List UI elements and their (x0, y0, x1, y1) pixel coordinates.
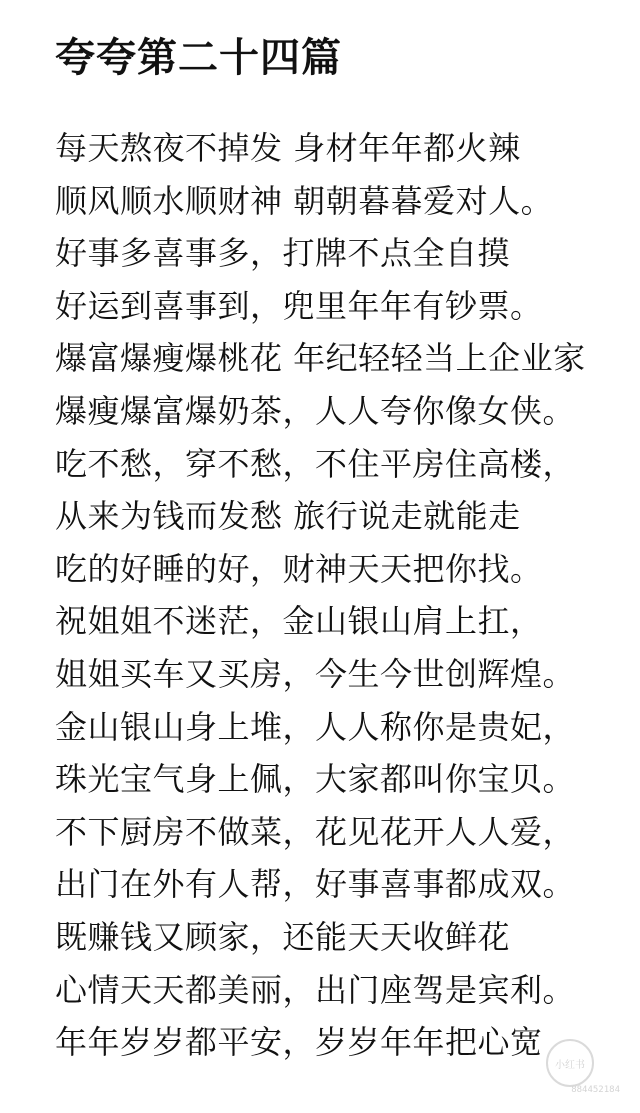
poem-line: 顺风顺水顺财神 朝朝暮暮爱对人。 (55, 181, 554, 220)
poem-line: 每天熬夜不掉发 身材年年都火辣 (55, 129, 521, 167)
poem-line: 既赚钱又顾家，还能天天收鲜花 (55, 917, 511, 956)
poem-line: 出门在外有人帮，好事喜事都成双。 (55, 865, 576, 904)
poem-line: 不下厨房不做菜，花见花开人人爱， (55, 812, 576, 851)
page-title: 夸夸第二十四篇 (55, 35, 342, 81)
poem-line: 吃的好睡的好，财神天天把你找。 (55, 549, 543, 588)
poem-line: 年年岁岁都平安，岁岁年年把心宽 (55, 1023, 543, 1062)
watermark-logo (546, 1039, 594, 1087)
poem-line: 吃不愁，穿不愁，不住平房住高楼， (55, 444, 576, 483)
poem-line: 心情天天都美丽，出门座驾是宾利。 (55, 970, 576, 1009)
poem-line: 珠光宝气身上佩，大家都叫你宝贝。 (55, 760, 576, 799)
poem-line: 姐姐买车又买房，今生今世创辉煌。 (55, 654, 576, 693)
watermark-logo-text: 小红书 (555, 1059, 585, 1071)
poem-line: 爆瘦爆富爆奶茶，人人夸你像女侠。 (55, 391, 576, 430)
watermark-id: 884452184 (571, 1085, 620, 1095)
poem-line: 祝姐姐不迷茫，金山银山肩上扛， (55, 602, 543, 641)
poem-body (55, 122, 635, 1069)
poem-line: 爆富爆瘦爆桃花 年纪轻轻当上企业家 (55, 339, 586, 378)
poem-line: 好事多喜事多，打牌不点全自摸 (55, 234, 511, 273)
poem-line: 好运到喜事到，兜里年年有钞票。 (55, 286, 543, 325)
poem-line: 从来为钱而发愁 旅行说走就能走 (55, 497, 521, 536)
poem-line: 金山银山身上堆，人人称你是贵妃， (55, 707, 576, 746)
